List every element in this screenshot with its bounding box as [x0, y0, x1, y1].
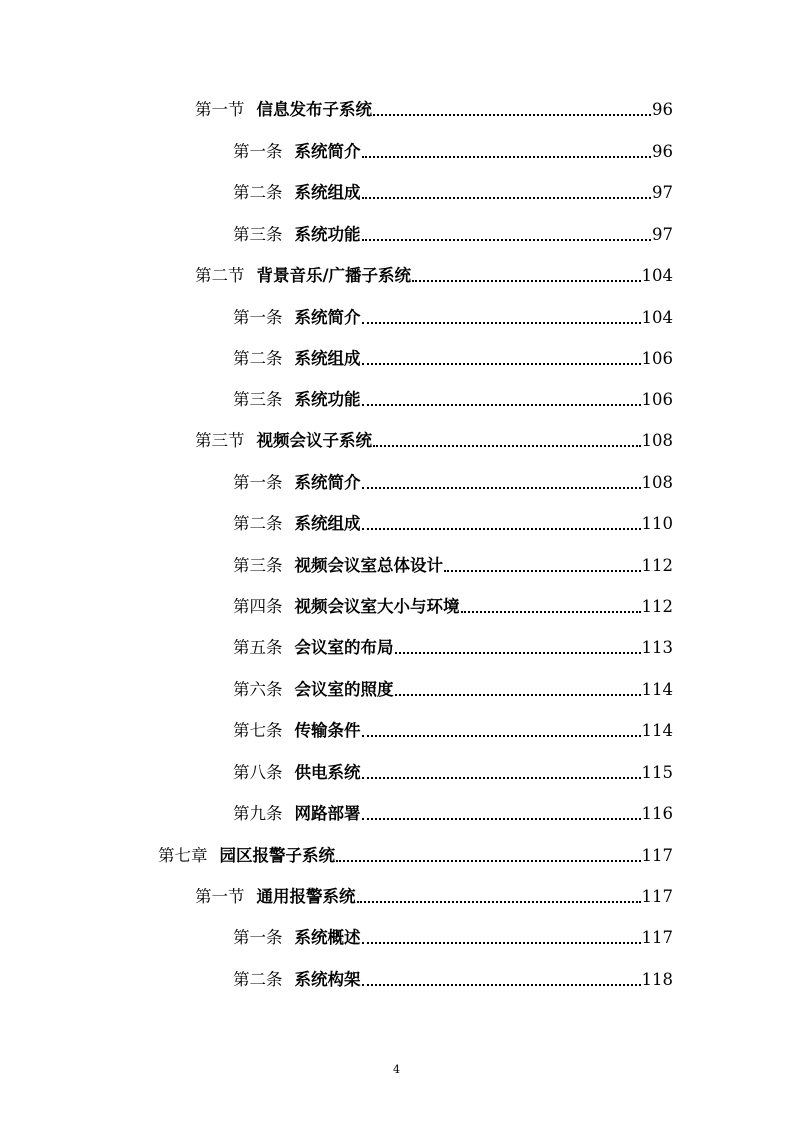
- toc-entry[interactable]: [233, 759, 673, 787]
- toc-entry[interactable]: [233, 552, 673, 580]
- toc-entry-number: 第二条: [233, 514, 283, 533]
- dot-leader: [362, 404, 641, 406]
- toc-entry-page: 112: [641, 556, 673, 575]
- toc-entry[interactable]: [233, 966, 673, 994]
- toc-entry[interactable]: [233, 138, 673, 166]
- toc-entry[interactable]: [233, 304, 673, 332]
- toc-entry[interactable]: [158, 842, 673, 870]
- toc-entry-page: 117: [641, 928, 673, 947]
- toc-entry[interactable]: [233, 717, 673, 745]
- toc-entry-page: 116: [641, 804, 673, 823]
- dot-leader: [362, 322, 641, 324]
- dot-leader: [362, 156, 652, 158]
- toc-entry-title: 传输条件: [294, 721, 361, 740]
- toc-entry-title: 信息发布子系统: [256, 100, 372, 119]
- toc-entry-number: 第二条: [233, 349, 283, 368]
- toc-entry-title: 系统简介: [294, 308, 361, 327]
- toc-entry-number: 第九条: [233, 804, 283, 823]
- toc-entry-title: 视频会议子系统: [256, 431, 372, 450]
- toc-entry-number: 第三条: [233, 390, 283, 409]
- toc-entry-number: 第五条: [233, 638, 283, 657]
- dot-leader: [412, 280, 640, 282]
- toc-entry[interactable]: [195, 883, 673, 911]
- toc-entry-page: 108: [641, 431, 673, 450]
- toc-entry[interactable]: [233, 676, 673, 704]
- toc-entry-number: 第一条: [233, 142, 283, 161]
- toc-entry-page: 114: [641, 721, 673, 740]
- toc-entry-number: 第一条: [233, 928, 283, 947]
- toc-entry[interactable]: [233, 179, 673, 207]
- dot-leader: [357, 901, 641, 903]
- toc-entry-title: 系统组成: [294, 183, 361, 202]
- toc-entry[interactable]: [233, 924, 673, 952]
- toc-entry-number: 第一节: [195, 100, 245, 119]
- toc-entry-title: 系统构架: [294, 970, 361, 989]
- toc-entry-number: 第六条: [233, 680, 283, 699]
- toc-entry-title: 视频会议室总体设计: [294, 556, 443, 575]
- page-number: 4: [393, 1063, 400, 1076]
- toc-entry[interactable]: [233, 221, 673, 249]
- toc-entry[interactable]: [233, 634, 673, 662]
- dot-leader: [362, 984, 641, 986]
- toc-entry-number: 第二条: [233, 183, 283, 202]
- dot-leader: [395, 694, 641, 696]
- dot-leader: [362, 487, 641, 489]
- toc-entry-title: 系统组成: [294, 514, 361, 533]
- toc-entry-number: 第二条: [233, 970, 283, 989]
- toc-entry-number: 第七条: [233, 721, 283, 740]
- toc-entry-title: 背景音乐/广播子系统: [256, 266, 412, 285]
- toc-entry-number: 第三条: [233, 225, 283, 244]
- toc-entry-title: 系统简介: [294, 142, 361, 161]
- dot-leader: [362, 777, 641, 779]
- toc-entry-title: 系统组成: [294, 349, 361, 368]
- toc-entry-number: 第三节: [195, 431, 245, 450]
- dot-leader: [336, 860, 641, 862]
- toc-entry-title: 网路部署: [294, 804, 361, 823]
- toc-entry-number: 第八条: [233, 763, 283, 782]
- toc-entry[interactable]: [233, 800, 673, 828]
- toc-entry-page: 110: [641, 514, 673, 533]
- dot-leader: [362, 363, 641, 365]
- toc-entry-number: 第二节: [195, 266, 245, 285]
- dot-leader: [362, 942, 641, 944]
- dot-leader: [362, 239, 652, 241]
- toc-entry-number: 第四条: [233, 597, 283, 616]
- toc-entry-title: 会议室的照度: [294, 680, 394, 699]
- toc-entry-number: 第一节: [195, 887, 245, 906]
- toc-entry-page: 106: [641, 390, 673, 409]
- toc-entry[interactable]: [233, 469, 673, 497]
- toc-entry-page: 108: [641, 473, 673, 492]
- toc-entry-page: 114: [641, 680, 673, 699]
- toc-entry[interactable]: [195, 262, 673, 290]
- toc-entry-title: 园区报警子系统: [219, 846, 335, 865]
- toc-entry-page: 97: [652, 183, 673, 202]
- toc-entry-number: 第一条: [233, 473, 283, 492]
- toc-entry-title: 视频会议室大小与环境: [294, 597, 460, 616]
- toc-entry-page: 117: [641, 846, 673, 865]
- toc-entry-page: 96: [652, 100, 673, 119]
- toc-entry-page: 97: [652, 225, 673, 244]
- toc-entry-title: 通用报警系统: [256, 887, 356, 906]
- toc-entry-page: 118: [641, 970, 673, 989]
- toc-entry-number: 第三条: [233, 556, 283, 575]
- toc-entry[interactable]: [195, 96, 673, 124]
- toc-entry-title: 系统简介: [294, 473, 361, 492]
- toc-entry-page: 106: [641, 349, 673, 368]
- toc-entry[interactable]: [233, 345, 673, 373]
- toc-entry-number: 第七章: [158, 846, 208, 865]
- toc-entry-page: 96: [652, 142, 673, 161]
- toc-entry-page: 104: [641, 266, 673, 285]
- dot-leader: [395, 652, 641, 654]
- dot-leader: [362, 197, 652, 199]
- dot-leader: [362, 818, 641, 820]
- dot-leader: [444, 570, 641, 572]
- toc-entry-title: 系统概述: [294, 928, 361, 947]
- toc-entry-number: 第一条: [233, 308, 283, 327]
- toc-entry[interactable]: [233, 510, 673, 538]
- toc-entry-title: 会议室的布局: [294, 638, 394, 657]
- toc-entry-page: 104: [641, 308, 673, 327]
- toc-entry-title: 系统功能: [294, 225, 361, 244]
- dot-leader: [362, 735, 641, 737]
- toc-entry-page: 112: [641, 597, 673, 616]
- toc-entry-title: 供电系统: [294, 763, 361, 782]
- toc-entry[interactable]: [233, 386, 673, 414]
- toc-entry[interactable]: [195, 427, 673, 455]
- toc-entry-title: 系统功能: [294, 390, 361, 409]
- toc-entry-page: 117: [641, 887, 673, 906]
- toc-entry[interactable]: [233, 593, 673, 621]
- dot-leader: [373, 114, 651, 116]
- toc-entry-page: 115: [641, 763, 673, 782]
- toc-entry-page: 113: [641, 638, 673, 657]
- dot-leader: [373, 445, 641, 447]
- dot-leader: [362, 528, 641, 530]
- dot-leader: [461, 611, 641, 613]
